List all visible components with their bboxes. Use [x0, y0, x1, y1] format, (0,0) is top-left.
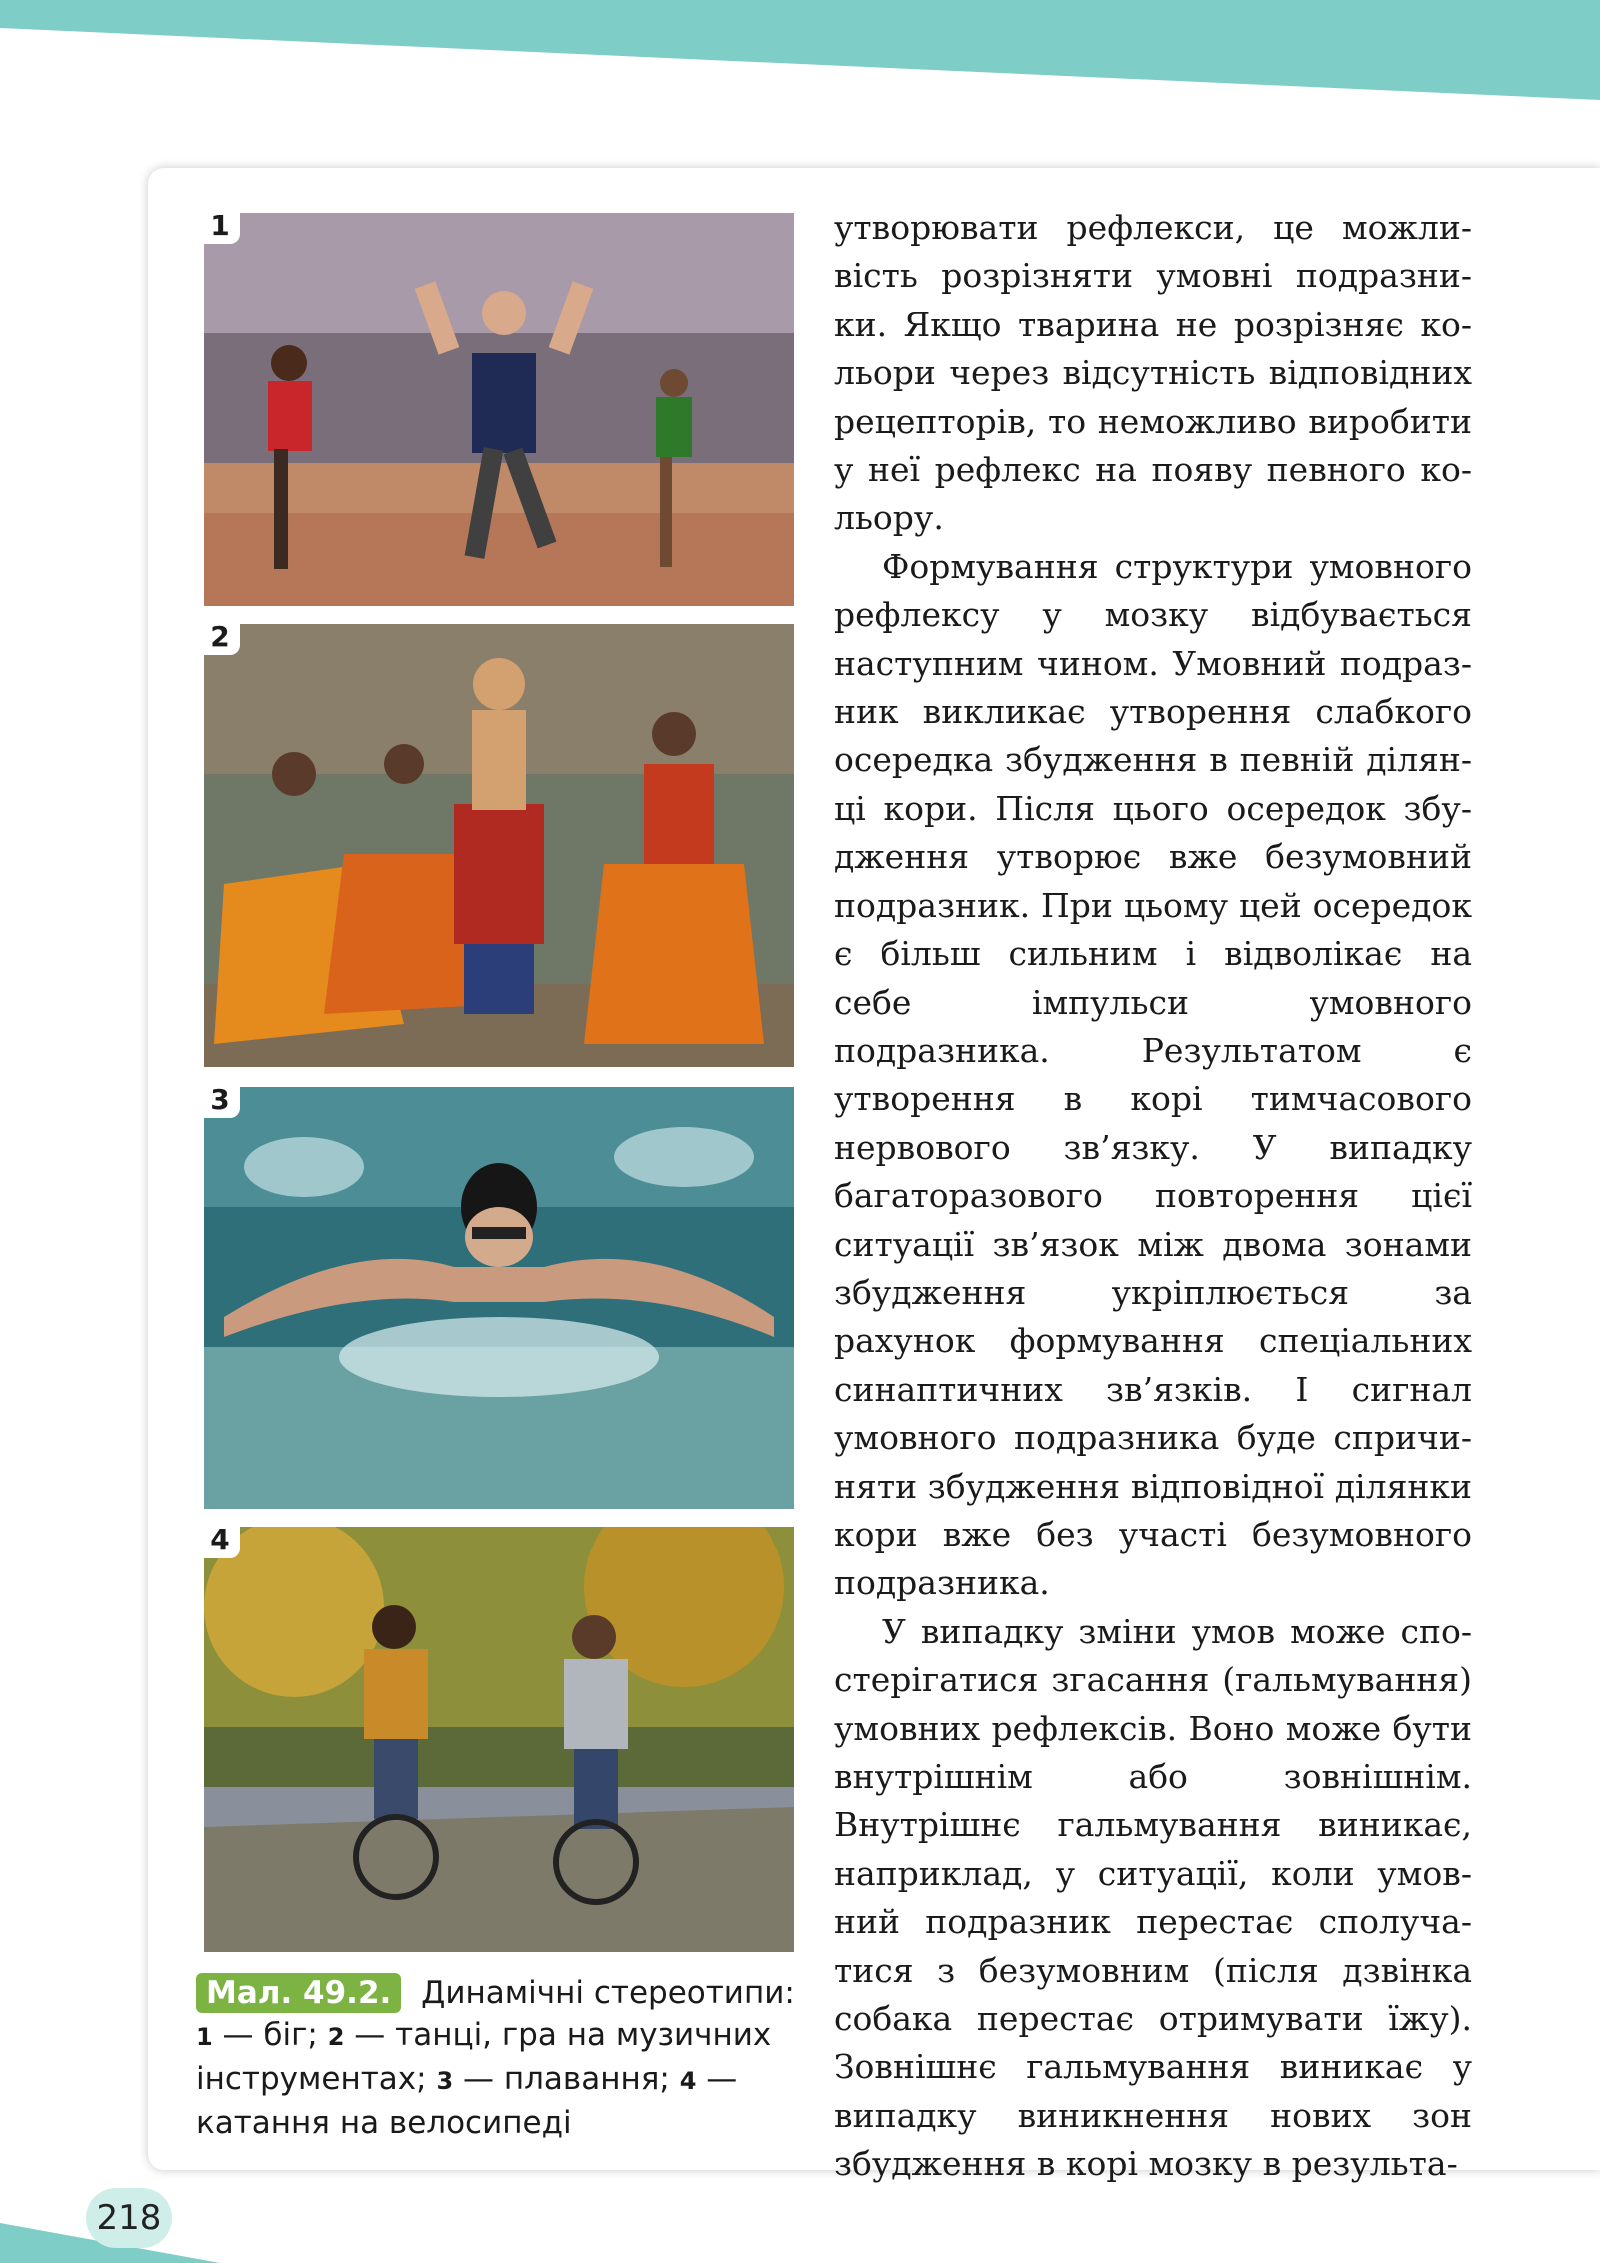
photo-cycling [204, 1527, 794, 1952]
caption-badge: Мал. 49.2. [196, 1973, 401, 2013]
paragraph-1: утворювати рефлекси, це можливість розрізняти умовні подразники. Якщо тварина не розрізняє кольори через відсутність відповідних рецепторів, то неможливо виробити у неї рефлекс на появу певного кольору. [834, 208, 1472, 538]
figure-caption [196, 1972, 806, 2144]
body-text [834, 204, 1472, 2189]
photo-dancing [204, 624, 794, 1067]
paragraph-2: Формування структури умовного рефлексу у мозку відбувається наступним чином. Умовний подразник викликає утворення слабкого осередка збудження в певній ділянці кори. Після цього осередок збудження утворює вже безумовний подразник. При цьому цей осередок є більш сильним і відволікає на себе імпульси умовного подразника. Результатом є утворення в корі тимчасового нервового зв’язку. У випадку багаторазового повторення цієї ситуації зв’язок між двома зонами збудження укріплюється за рахунок формування спеціальних синаптичних зв’язків. І сигнал умовного подразника буде спричиняти збудження відповідної ділянки кори вже без участі безумовного подразника. [834, 546, 1472, 1603]
photo-swimming [204, 1087, 794, 1509]
cyclists-photo-icon [204, 1527, 794, 1952]
caption-number-3: 3 [436, 2067, 454, 2095]
bottom-decor-band [0, 2183, 1600, 2263]
caption-text-3: — плавання; [453, 2061, 680, 2097]
page-number: 218 [86, 2188, 172, 2248]
caption-number-4: 4 [679, 2067, 697, 2095]
sprint-runners-photo-icon [204, 213, 794, 606]
photo-number-2: 2 [200, 619, 240, 655]
caption-text-2: — танці, гра на музичних інструментах; [196, 2017, 772, 2097]
photo-number-4: 4 [200, 1522, 240, 1558]
photo-number-3: 3 [200, 1082, 240, 1118]
caption-number-2: 2 [327, 2023, 345, 2051]
caption-title: Динамічні стереотипи: [411, 1975, 795, 2011]
swimmer-photo-icon [204, 1087, 794, 1509]
paragraph-3: У випадку зміни умов може спостерігатися згасання (гальмування) умовних рефлексів. Воно може бути внутрішнім або зовнішнім. Внутрішнє гальмування виникає, наприклад, у ситуації, коли умовний подразник перестає сполучатися з безумовним (після дзвінка собака перестає отримувати їжу). Зовнішнє гальмування виникає у випадку виникнення нових зон збудження в корі мозку в результа- [834, 1611, 1472, 2184]
photo-running [204, 213, 794, 606]
caption-text-4: — катання на велосипеді [196, 2061, 738, 2141]
caption-text-1: — біг; [212, 2017, 328, 2053]
caption-number-1: 1 [196, 2023, 213, 2051]
top-decor-band [0, 0, 1600, 110]
photo-number-1: 1 [200, 208, 240, 244]
dancers-photo-icon [204, 624, 794, 1067]
